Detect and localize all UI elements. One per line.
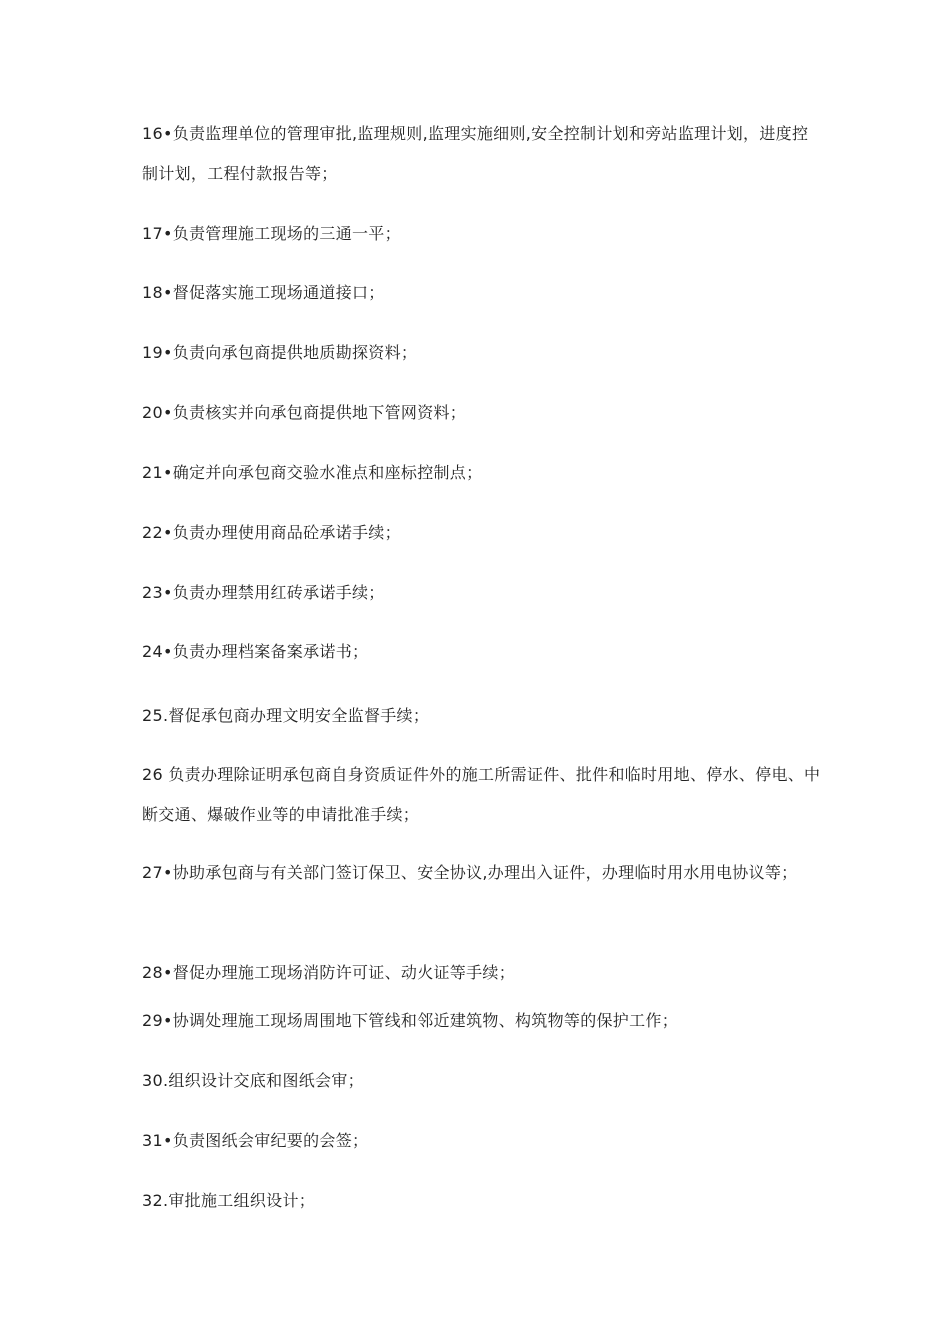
list-item-20: 20•负责核实并向承包商提供地下管网资料；: [142, 403, 467, 422]
list-item-30: 30.组织设计交底和图纸会审；: [142, 1071, 364, 1090]
list-item-28: 28•督促办理施工现场消防许可证、动火证等手续；: [142, 963, 515, 982]
list-item-18: 18•督促落实施工现场通道接口；: [142, 283, 385, 302]
list-item-27: 27•协助承包商与有关部门签订保卫、安全协议,办理出入证件，办理临时用水用电协议等；: [142, 863, 798, 882]
list-item-21: 21•确定并向承包商交验水准点和座标控制点；: [142, 463, 483, 482]
list-item-32: 32.审批施工组织设计；: [142, 1191, 316, 1210]
list-item-29: 29•协调处理施工现场周围地下管线和邻近建筑物、构筑物等的保护工作；: [142, 1011, 678, 1030]
list-item-26: 26 负责办理除证明承包商自身资质证件外的施工所需证件、批件和临时用地、停水、停电、中断交通、爆破作业等的申请批准手续；: [142, 765, 821, 824]
list-item-22: 22•负责办理使用商品砼承诺手续；: [142, 523, 401, 542]
list-item-16: 16•负责监理单位的管理审批,监理规则,监理实施细则,安全控制计划和旁站监理计划，进度控制计划，工程付款报告等；: [142, 124, 809, 183]
list-item-25: 25.督促承包商办理文明安全监督手续；: [142, 706, 430, 725]
list-item-17: 17•负责管理施工现场的三通一平；: [142, 224, 401, 243]
list-item-19: 19•负责向承包商提供地质勘探资料；: [142, 343, 418, 362]
list-item-23: 23•负责办理禁用红砖承诺手续；: [142, 583, 385, 602]
list-item-31: 31•负责图纸会审纪要的会签；: [142, 1131, 369, 1150]
list-item-24: 24•负责办理档案备案承诺书；: [142, 642, 369, 661]
